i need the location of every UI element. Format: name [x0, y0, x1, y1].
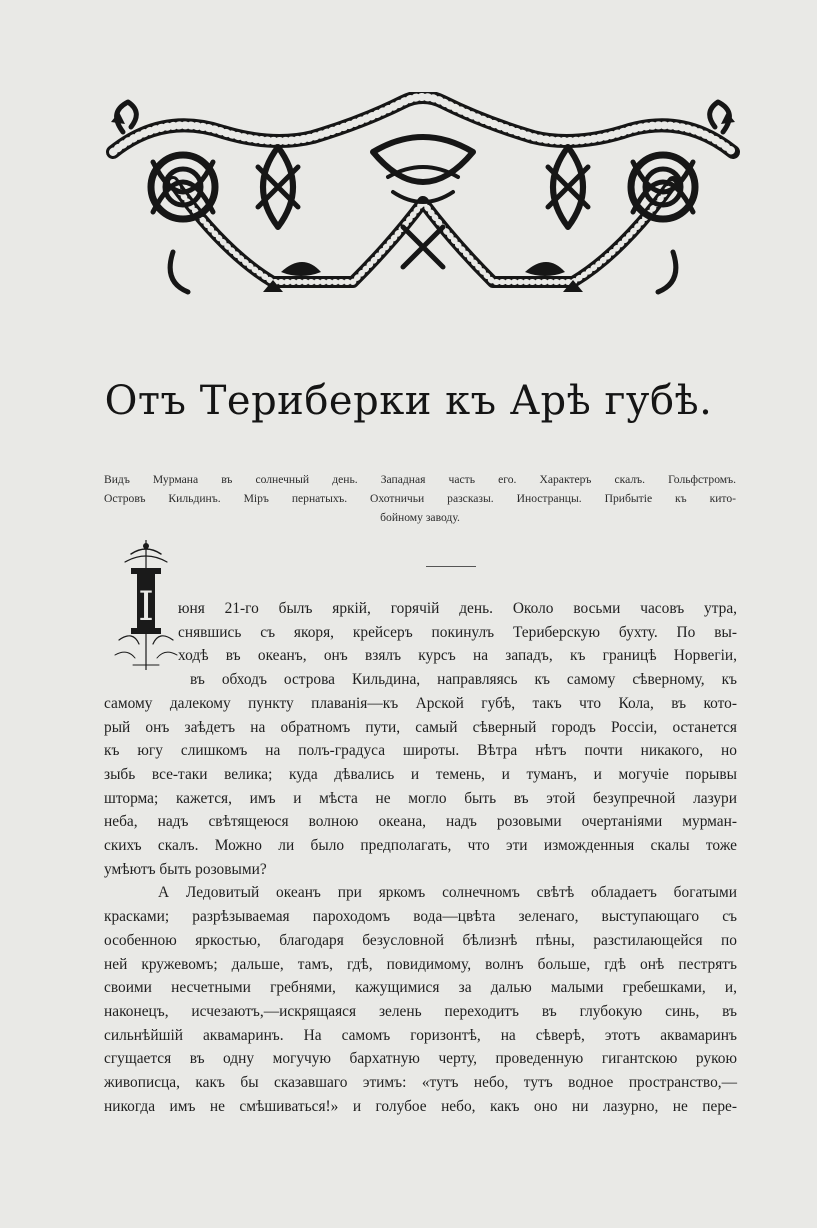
ornamental-headpiece-image — [103, 92, 743, 302]
paragraph-2 — [104, 881, 737, 1118]
body-text — [104, 597, 737, 1118]
summary-line: бойному заводу. — [380, 511, 460, 524]
summary-line: Островъ Кильдинъ. Міръ пернатыхъ. Охотничьи разсказы. Иностранцы. Прибытіе къ кито- — [104, 492, 736, 505]
section-divider — [426, 566, 476, 567]
text-line: наконецъ, исчезаютъ,—искрящаяся зелень переходитъ въ глубокую синь, въ — [104, 1002, 737, 1020]
text-line: сильнѣйшій аквамаринъ. На самомъ горизонтѣ, на сѣверѣ, этотъ аквамаринъ — [104, 1026, 737, 1044]
paragraph-1 — [104, 597, 737, 881]
text-line: особенною яркостью, благодаря безусловной бѣлизнѣ пѣны, разстилающейся по — [104, 931, 737, 949]
text-line: красками; разрѣзываемая пароходомъ вода—цвѣта зеленаго, выступающаго съ — [104, 908, 737, 926]
summary-line: Видъ Мурмана въ солнечный день. Западная часть его. Характеръ скалъ. Гольфстромъ. — [104, 473, 736, 486]
chapter-summary — [104, 470, 736, 527]
chapter-title: Отъ Териберки къ Арѣ губѣ. — [104, 378, 713, 424]
text-line: рый онъ заѣдетъ на обратномъ пути, самый сѣверный городъ Россіи, останется — [104, 718, 737, 736]
text-line: живописца, какъ бы сказавшаго этимъ: «тутъ небо, тутъ водное пространство,— — [104, 1074, 737, 1092]
text-line: никогда имъ не смѣшиваться!» и голубое небо, какъ оно ни лазурно, не пере- — [104, 1097, 737, 1115]
text-line: умѣютъ быть розовыми? — [104, 860, 267, 878]
text-line: ходѣ въ океанъ, онъ взялъ курсъ на западъ, къ границѣ Норвегіи, — [178, 647, 737, 665]
text-line: А Ледовитый океанъ при яркомъ солнечномъ свѣтѣ обладаетъ богатыми — [158, 884, 737, 902]
text-line: неба, надъ свѣтящеюся волною океана, надъ розовыми очертаніями мурман- — [104, 813, 737, 831]
text-line: зыбь все-таки велика; куда дѣвались и темень, и туманъ, и могучіе порывы — [104, 765, 737, 783]
text-line: своими несчетными гребнями, кажущимися за далью малыми гребешками, и, — [104, 979, 737, 997]
dropcap-letter: I — [138, 584, 154, 630]
text-line: въ обходъ острова Кильдина, направляясь къ самому сѣверному, къ — [190, 671, 737, 689]
text-line: ней кружевомъ; дальше, тамъ, гдѣ, повидимому, волнъ больше, гдѣ онѣ пестрятъ — [104, 955, 737, 973]
text-line: сгущается въ одну могучую бархатную черту, проведенную гигантскою рукою — [104, 1050, 737, 1068]
text-line: самому далекому пункту плаванія—къ Арской губѣ, такъ что Кола, въ кото- — [104, 694, 737, 712]
text-line: юня 21-го былъ яркій, горячій день. Около восьми часовъ утра, — [178, 600, 737, 617]
text-line: къ югу слишкомъ на полъ-градуса широты. Вѣтра нѣтъ почти никакого, но — [104, 742, 737, 760]
text-line: снявшись съ якоря, крейсеръ покинулъ Териберскую бухту. По вы- — [178, 623, 737, 641]
text-line: скихъ скалъ. Можно ли было предполагать, что эти изможденныя скалы тоже — [104, 837, 737, 855]
text-line: шторма; кажется, имъ и мѣста не могло быть въ этой безупречной лазури — [104, 789, 737, 807]
